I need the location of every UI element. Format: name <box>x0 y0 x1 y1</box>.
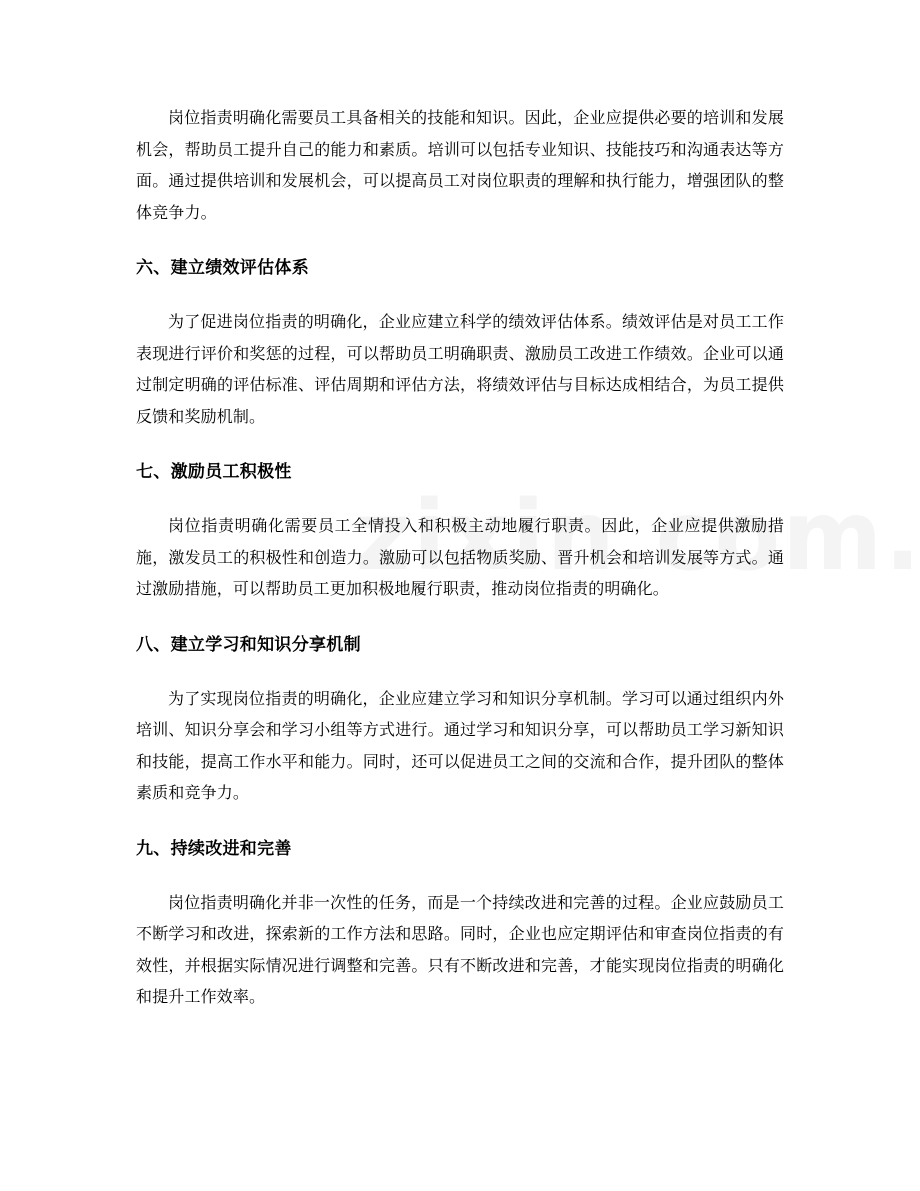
paragraph-performance-evaluation: 为了促进岗位指责的明确化，企业应建立科学的绩效评估体系。绩效评估是对员工工作表现进行评价和奖惩的过程，可以帮助员工明确职责、激励员工改进工作绩效。企业可以通过制定明确的评估标准、评估周期和评估方法，将绩效评估与目标达成相结合，为员工提供反馈和奖励机制。 <box>136 312 784 426</box>
document-body <box>136 102 784 1038</box>
heading-continuous-improvement: 九、持续改进和完善 <box>136 838 292 859</box>
paragraph-motivation: 岗位指责明确化需要员工全情投入和积极主动地履行职责。因此，企业应提供激励措施，激发员工的积极性和创造力。激励可以包括物质奖励、晋升机会和培训发展等方式。通过激励措施，可以帮助员工更加积极地履行职责，推动岗位指责的明确化。 <box>136 516 784 598</box>
paragraph-knowledge-sharing: 为了实现岗位指责的明确化，企业应建立学习和知识分享机制。学习可以通过组织内外培训、知识分享会和学习小组等方式进行。通过学习和知识分享，可以帮助员工学习新知识和技能，提高工作水平和能力。同时，还可以促进员工之间的交流和合作，提升团队的整体素质和竞争力。 <box>136 688 784 802</box>
heading-knowledge-sharing: 八、建立学习和知识分享机制 <box>136 634 361 655</box>
heading-motivation: 七、激励员工积极性 <box>136 462 292 482</box>
heading-performance-evaluation: 六、建立绩效评估体系 <box>136 258 309 278</box>
paragraph-training: 岗位指责明确化需要员工具备相关的技能和知识。因此，企业应提供必要的培训和发展机会，帮助员工提升自己的能力和素质。培训可以包括专业知识、技能技巧和沟通表达等方面。通过提供培训和发展机会，可以提高员工对岗位职责的理解和执行能力，增强团队的整体竞争力。 <box>136 108 784 222</box>
paragraph-continuous-improvement: 岗位指责明确化并非一次性的任务，而是一个持续改进和完善的过程。企业应鼓励员工不断学习和改进，探索新的工作方法和思路。同时，企业也应定期评估和审查岗位指责的有效性，并根据实际情况进行调整和完善。只有不断改进和完善，才能实现岗位指责的明确化和提升工作效率。 <box>136 892 784 1006</box>
